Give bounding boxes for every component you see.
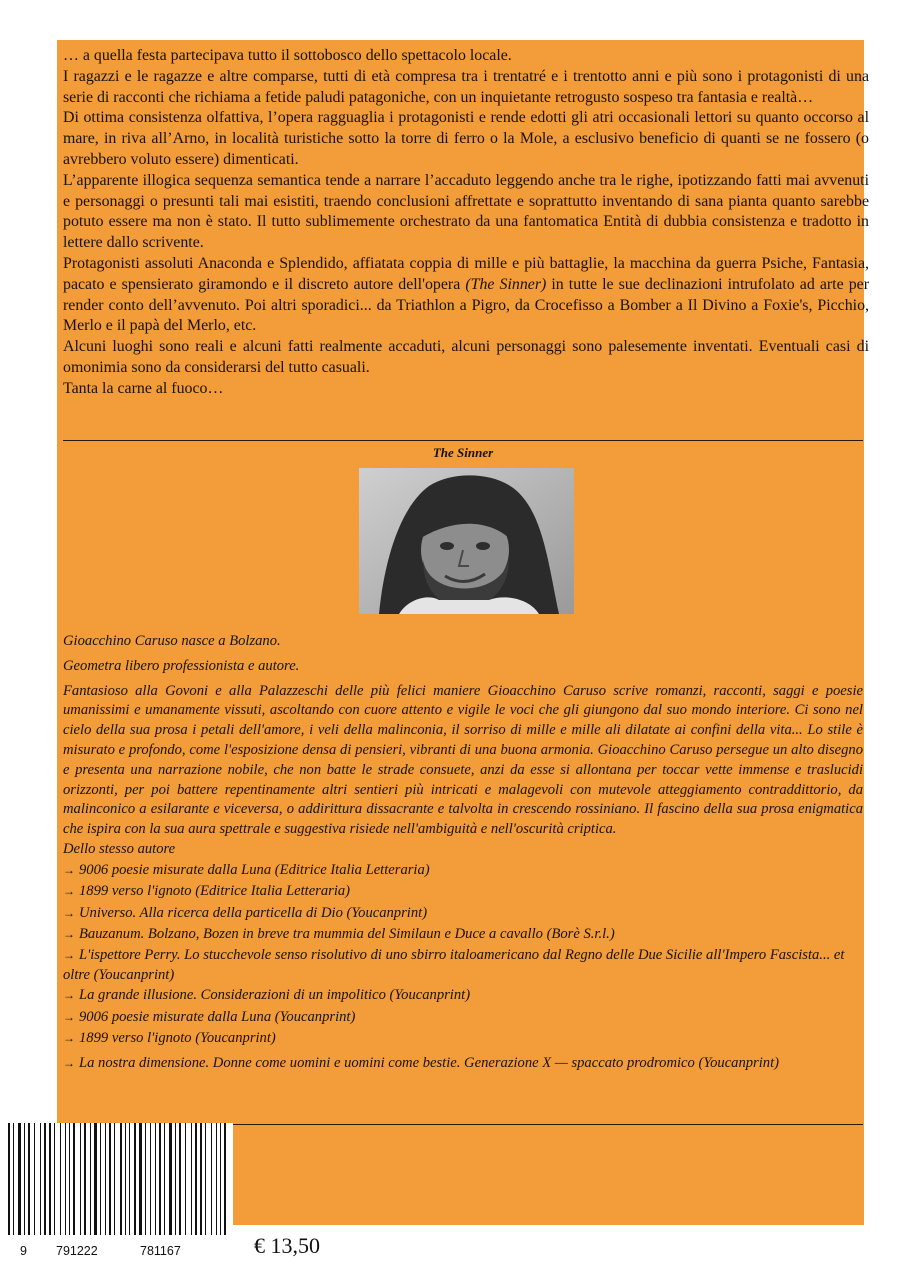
works-heading: Dello stesso autore — [63, 840, 176, 857]
work-item — [63, 985, 863, 1006]
barcode-bar — [34, 1123, 35, 1235]
barcode-bar — [65, 1123, 66, 1235]
barcode-bar — [69, 1123, 70, 1235]
barcode-bar — [114, 1123, 115, 1235]
barcode-bar — [18, 1123, 21, 1235]
barcode — [0, 1123, 233, 1235]
barcode-bar — [134, 1123, 136, 1235]
intro-paragraph-7: Tanta la carne al fuoco… — [63, 379, 224, 397]
barcode-bar — [8, 1123, 10, 1235]
bio-profession: Geometra libero professionista e autore. — [63, 657, 300, 674]
barcode-bar — [13, 1123, 14, 1235]
isbn-first-digit: 9 — [20, 1244, 27, 1258]
barcode-bar — [54, 1123, 55, 1235]
barcode-bar — [44, 1123, 46, 1235]
barcode-bar — [175, 1123, 176, 1235]
barcode-bar — [205, 1123, 206, 1235]
intro-paragraph-1: … a quella festa partecipava tutto il sottobosco dello spettacolo locale. — [63, 47, 512, 64]
barcode-bar — [139, 1123, 142, 1235]
barcode-bar — [109, 1123, 111, 1235]
barcode-bar — [90, 1123, 91, 1235]
arrow-right-icon: → — [63, 948, 75, 963]
works-list — [63, 860, 863, 1074]
work-title: Bauzanum. Bolzano, Bozen in breve tra mummia del Similaun e Duce a cavallo (Borè S.r.l.) — [79, 925, 615, 942]
intro-text — [63, 46, 869, 400]
barcode-bar — [40, 1123, 41, 1235]
barcode-bar — [224, 1123, 226, 1235]
barcode-bar — [179, 1123, 181, 1235]
work-title: 9006 poesie misurate dalla Luna (Youcanprint) — [79, 1008, 356, 1025]
arrow-right-icon: → — [63, 905, 75, 920]
barcode-bar — [49, 1123, 51, 1235]
arrow-right-icon: → — [63, 988, 75, 1003]
work-title: L'ispettore Perry. Lo stucchevole senso risolutivo di uno sbirro italoamericano dal Regno delle Due Sicilie all'Impero Fascista... et oltre (Youcanprint) — [63, 947, 845, 984]
barcode-bar — [191, 1123, 192, 1235]
barcode-bar — [120, 1123, 122, 1235]
work-item — [63, 881, 863, 902]
barcode-bar — [169, 1123, 172, 1235]
barcode-bar — [155, 1123, 156, 1235]
barcode-bar — [150, 1123, 151, 1235]
work-title: 1899 verso l'ignoto (Editrice Italia Letteraria) — [79, 883, 351, 900]
price: € 13,50 — [254, 1233, 320, 1258]
work-item — [63, 860, 863, 881]
barcode-bar — [94, 1123, 97, 1235]
arrow-right-icon: → — [63, 926, 75, 941]
work-item — [63, 1028, 863, 1049]
work-item — [63, 1053, 863, 1074]
arrow-right-icon: → — [63, 1055, 75, 1070]
work-title: La grande illusione. Considerazioni di un impolitico (Youcanprint) — [79, 987, 471, 1004]
intro-paragraph-5 — [63, 254, 869, 337]
barcode-bar — [129, 1123, 130, 1235]
intro-paragraph-6: Alcuni luoghi sono reali e alcuni fatti realmente accaduti, alcuni personaggi sono palesemente inventati. Eventuali casi di omonimia sono da considerarsi del tutto casuali. — [63, 338, 869, 376]
work-item — [63, 945, 863, 985]
barcode-bar — [216, 1123, 217, 1235]
work-title: Universo. Alla ricerca della particella di Dio (Youcanprint) — [79, 904, 428, 921]
barcode-bar — [200, 1123, 202, 1235]
isbn-group-2: 781167 — [140, 1244, 181, 1258]
arrow-right-icon: → — [63, 1031, 75, 1046]
barcode-bar — [220, 1123, 221, 1235]
intro-paragraph-2: I ragazzi e le ragazze e altre comparse, tutti di età compresa tra i trentatré e i trentotto anni e più sono i protagonisti di una serie di racconti che richiama a fetide paludi patagoniche, con un inquietante retrogusto sospeso tra fantasia e realtà… — [63, 67, 869, 106]
work-title: La nostra dimensione. Donne come uomini e uomini come bestie. Generazione X — spaccato prodromico (Youcanprint) — [79, 1054, 780, 1071]
work-title: 9006 poesie misurate dalla Luna (Editrice Italia Letteraria) — [79, 861, 430, 878]
arrow-right-icon: → — [63, 1009, 75, 1024]
intro-paragraph-3: Di ottima consistenza olfattiva, l’opera ragguaglia i protagonisti e rende edotti gli atri occasionali lettori su quanto occorso al mare, in riva all’Arno, in località turistiche sotto la torre di ferro o la Mole, a esclusivo beneficio di quanti se ne fossero (o avrebbero voluto essere) dimenticati. — [63, 109, 869, 168]
barcode-bar — [80, 1123, 81, 1235]
barcode-bar — [100, 1123, 101, 1235]
work-item — [63, 903, 863, 924]
barcode-bar — [195, 1123, 197, 1235]
work-item — [63, 1007, 863, 1028]
intro-p5-before: Protagonisti assoluti Anaconda e Splendido, affiatata coppia di mille e più battaglie, la macchina da guerra Psiche, Fantasia, pacato e spensierato giramondo e il discreto autore dell'opera — [63, 254, 869, 293]
author-bio — [63, 632, 863, 1074]
barcode-bar — [28, 1123, 30, 1235]
barcode-bar — [185, 1123, 186, 1235]
barcode-bar — [73, 1123, 75, 1235]
barcode-bar — [145, 1123, 146, 1235]
barcode-bars — [0, 1123, 233, 1235]
barcode-bar — [60, 1123, 61, 1235]
divider-top — [63, 440, 863, 441]
barcode-bar — [211, 1123, 212, 1235]
author-portrait-image — [359, 468, 574, 614]
barcode-bar — [159, 1123, 161, 1235]
arrow-right-icon: → — [63, 862, 75, 877]
bio-description: Fantasioso alla Govoni e alla Palazzeschi delle più felici maniere Gioacchino Caruso scrive romanzi, racconti, saggi e poesie umanissimi e umanamente vissuti, ascoltando con cuore attento e vigile le voci che gli giungono dal suo mondo interiore. Ci sono nel cielo della sua prosa i petali dell'amore, i veli della malinconia, il sorriso di mille e mille ali dilatate ai confini della vita... Lo stile è misurato e profondo, come l'esposizione densa di pensieri, vibranti di una buona armonia. Gioacchino Caruso persegue un alto disegno e presenta una narrazione nobile, che non batte le strade consuete, anzi da esse si allontana per toccar vette immense e traslucidi orizzonti, per poi battere repentinamente altri sentieri più intricati e malagevoli con mutevole atteggiamento contraddittorio, da malinconico a esilarante e viceversa, o addirittura dissacrante e talvolta in crescendo rossiniano. Il fascino della sua prosa enigmatica che ispira con la sua aura spettrale e suggestiva risiede nell'ambiguità e nell'oscurità criptica. — [63, 682, 863, 838]
barcode-bar — [84, 1123, 86, 1235]
intro-paragraph-4: L’apparente illogica sequenza semantica tende a narrare l’accaduto leggendo anche tra le righe, ipotizzando fatti mai avvenuti e personaggi o presunti tali mai esistiti, traendo conclusioni affrettate e soprattutto inventando di sana pianta quanto sarebbe potuto essere ma non è stato. Il tutto sublimemente orchestrato da una fantomatica Entità di dubbia consistenza e tradotto in lettere dallo scrivente. — [63, 171, 869, 252]
intro-p5-title: (The Sinner) — [465, 275, 547, 293]
barcode-bar — [164, 1123, 165, 1235]
barcode-bar — [125, 1123, 126, 1235]
photo-caption: The Sinner — [432, 445, 494, 460]
isbn-group-1: 791222 — [56, 1244, 98, 1258]
bio-birthplace: Gioacchino Caruso nasce a Bolzano. — [63, 633, 281, 649]
arrow-right-icon: → — [63, 884, 75, 899]
barcode-bar — [24, 1123, 25, 1235]
work-title: 1899 verso l'ignoto (Youcanprint) — [79, 1030, 276, 1047]
intro-p5-after: in tutte le sue declinazioni intrufolato ad arte per render conto dell’avvenuto. Poi altri sporadici... da Triathlon a Pigro, da Crocefisso a Bomber a Il Divino a Foxie's, Picchio, Merlo e il papà del Merlo, etc. — [63, 275, 869, 335]
author-photo — [359, 468, 574, 614]
work-item — [63, 924, 863, 945]
barcode-bar — [105, 1123, 106, 1235]
